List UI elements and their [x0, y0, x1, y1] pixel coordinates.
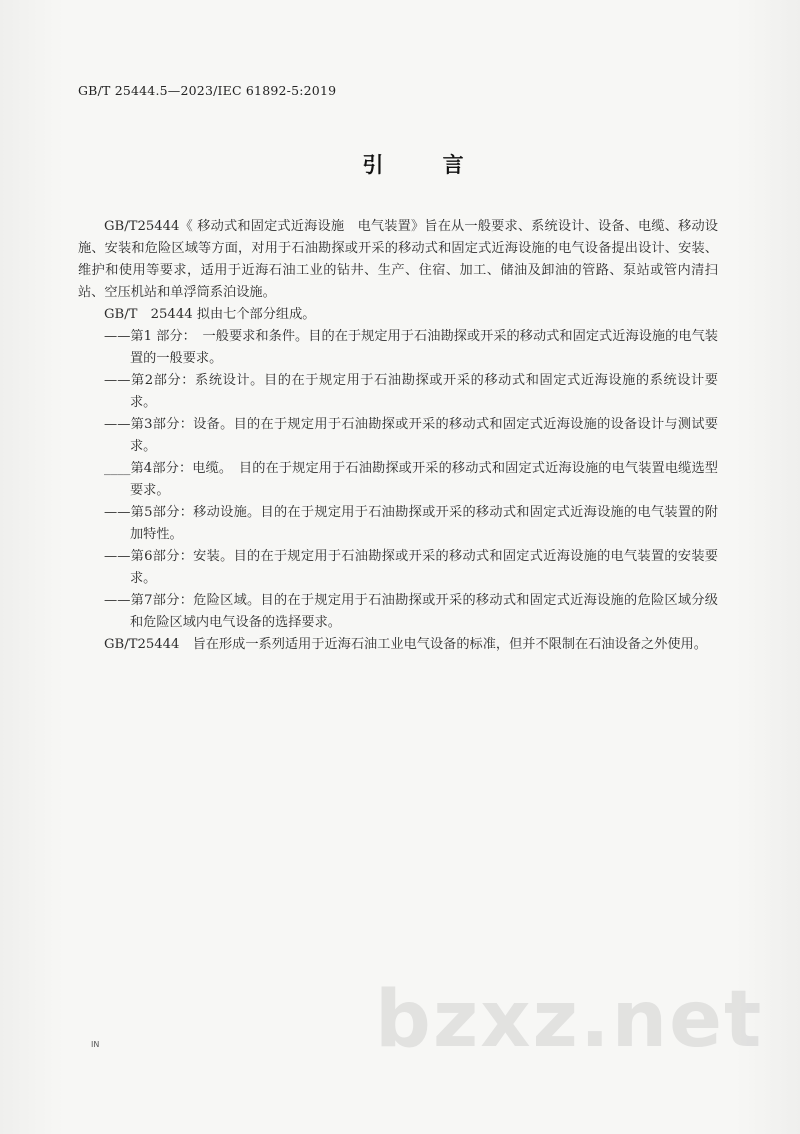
- intro-paragraph-parts: GB/T 25444 拟由七个部分组成。: [104, 307, 316, 322]
- part-item-3: ——第3部分：设备。目的在于规定用于石油勘探或开采的移动式和固定式近海设施的设备设计与测试要求。: [104, 417, 718, 454]
- part-item-7: ——第7部分：危险区域。目的在于规定用于石油勘探或开采的移动式和固定式近海设施的危险区域分级和危险区域内电气设备的选择要求。: [104, 593, 718, 630]
- part-item-5: ——第5部分：移动设施。目的在于规定用于石油勘探或开采的移动式和固定式近海设施的电气装置的附加特性。: [104, 505, 718, 542]
- introduction-body: [78, 216, 718, 656]
- closing-paragraph: GB/T25444 旨在形成一系列适用于近海石油工业电气设备的标准，但并不限制在石油设备之外使用。: [104, 637, 707, 652]
- page-number: IN: [91, 1040, 100, 1049]
- site-watermark: bzxz.net: [375, 975, 764, 1065]
- intro-paragraph-scope: GB/T25444《 移动式和固定式近海设施 电气装置》旨在从一般要求、系统设计、设备、电缆、移动设施、安装和危险区域等方面，对用于石油勘探或开采的移动式和固定式近海设施的电气设备提出设计、安装、维护和使用等要求，适用于近海石油工业的钻井、生产、住宿、加工、储油及卸油的管路、泵站或管内清扫站、空压机站和单浮筒系泊设施。: [78, 219, 718, 300]
- part-item-2: ——第2部分：系统设计。目的在于规定用于石油勘探或开采的移动式和固定式近海设施的系统设计要求。: [104, 373, 718, 410]
- part-item-4: ____第4部分：电缆。 目的在于规定用于石油勘探或开采的移动式和固定式近海设施的电气装置电缆选型要求。: [104, 461, 718, 498]
- part-item-1: ——第1 部分： 一般要求和条件。目的在于规定用于石油勘探或开采的移动式和固定式近海设施的电气装置的一般要求。: [104, 329, 718, 366]
- standard-code-header: GB/T 25444.5—2023/IEC 61892-5:2019: [78, 83, 337, 98]
- page-title: 引 言: [362, 153, 490, 177]
- part-item-6: ——第6部分：安装。目的在于规定用于石油勘探或开采的移动式和固定式近海设施的电气装置的安装要求。: [104, 549, 718, 586]
